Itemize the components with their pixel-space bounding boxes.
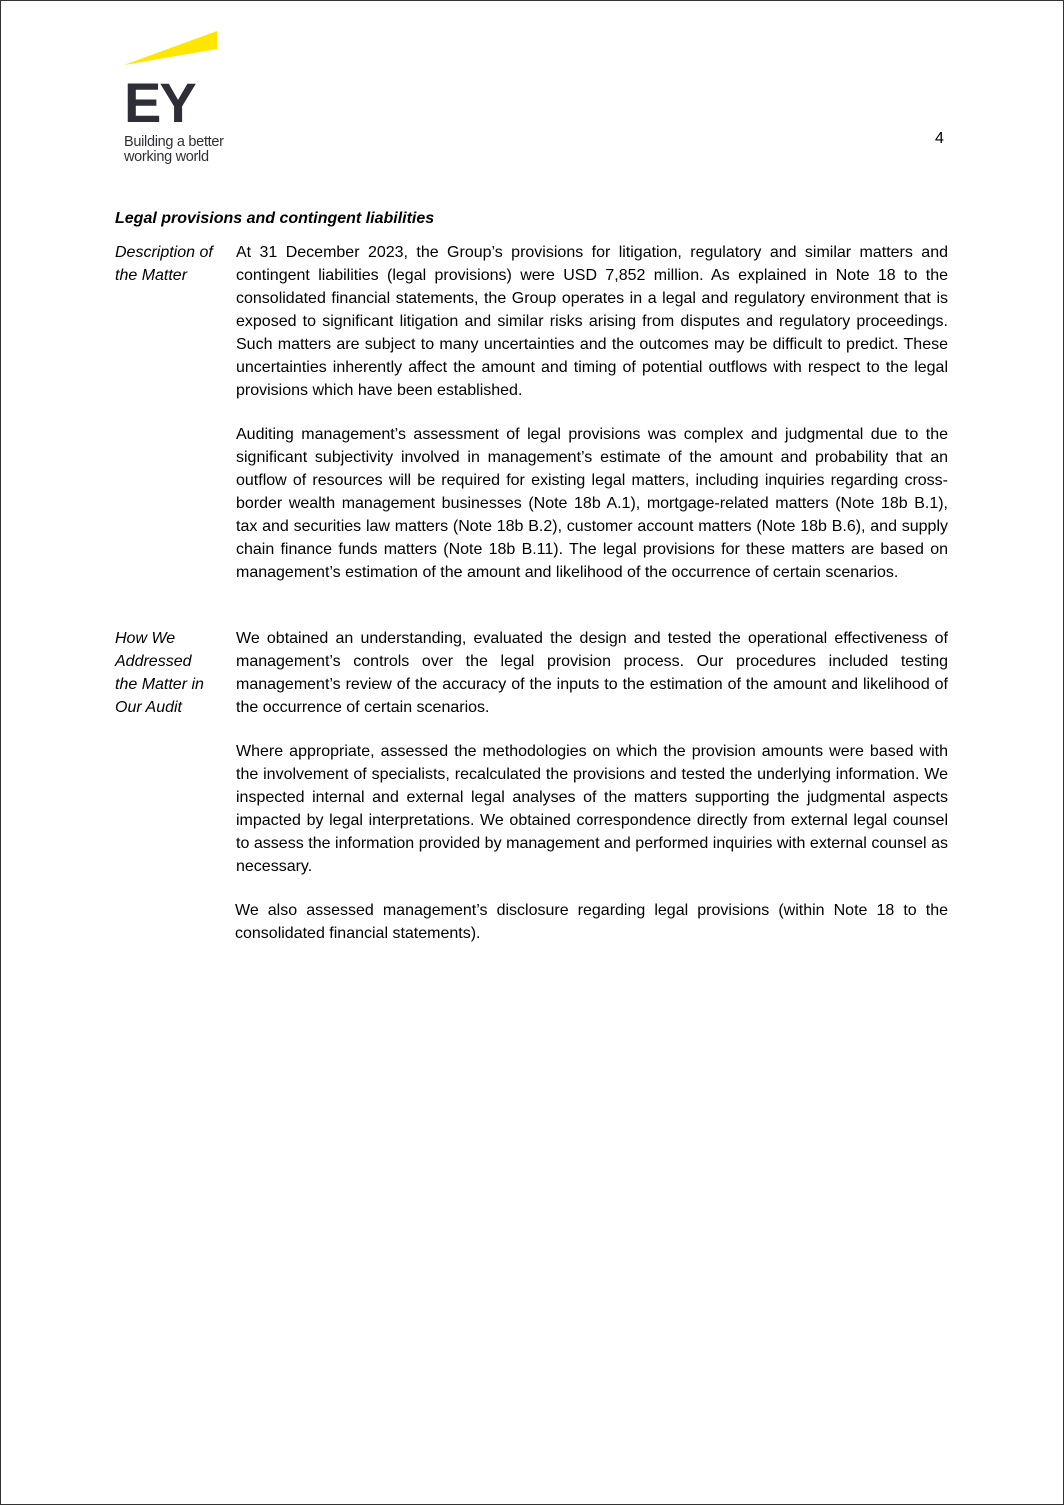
- audit-paragraph: Where appropriate, assessed the methodologies on which the provision amounts were based with the involvement of specialists, recalculated the provisions and tested the underlying information. We inspected internal and external legal analyses of the matters supporting the judgmental aspects impacted by legal interpretations. We obtained correspondence directly from external legal counsel to assess the information provided by management and performed inquiries with external counsel as necessary.: [236, 743, 948, 875]
- ey-beam-icon: [124, 31, 224, 67]
- ey-logo: [124, 31, 254, 171]
- ey-tagline-line1: Building a better: [124, 134, 224, 150]
- ey-tagline-line2: working world: [124, 149, 209, 165]
- page-number: 4: [935, 130, 944, 147]
- label-line: Addressed: [115, 653, 192, 670]
- description-paragraph: At 31 December 2023, the Group’s provisions for litigation, regulatory and similar matters and contingent liabilities (legal provisions) were USD 7,852 million. As explained in Note 18 to the consolidated financial statements, the Group operates in a legal and regulatory environment that is exposed to significant litigation and similar risks arising from disputes and regulatory proceedings. Such matters are subject to many uncertainties and the outcomes may be difficult to predict. These uncertainties inherently affect the amount and timing of potential outflows with respect to the legal provisions which have been established.: [236, 244, 948, 399]
- ey-tagline: [124, 135, 224, 165]
- label-line: Our Audit: [115, 699, 182, 716]
- audit-paragraph: We also assessed management’s disclosure regarding legal provisions (within Note 18 to the consolidated financial statements).: [235, 902, 948, 942]
- ey-wordmark: EY: [124, 71, 195, 134]
- section-title: Legal provisions and contingent liabilities: [115, 210, 435, 227]
- label-line: Description of: [115, 244, 213, 261]
- how-we-addressed-label: [115, 627, 230, 719]
- description-of-matter-label: [115, 241, 230, 287]
- audit-paragraph: We obtained an understanding, evaluated the design and tested the operational effectiveness of management’s controls over the legal provision process. Our procedures included testing management’s review of the accuracy of the inputs to the estimation of the amount and likelihood of the occurrence of certain scenarios.: [236, 630, 948, 716]
- label-line: the Matter: [115, 267, 188, 284]
- label-line: How We: [115, 630, 176, 647]
- description-paragraph: Auditing management’s assessment of legal provisions was complex and judgmental due to the significant subjectivity involved in management’s estimate of the amount and probability that an outflow of resources will be required for existing legal matters, including inquiries regarding cross-border wealth management businesses (Note 18b A.1), mortgage-related matters (Note 18b B.1), tax and securities law matters (Note 18b B.2), customer account matters (Note 18b B.6), and supply chain finance funds matters (Note 18b B.11). The legal provisions for these matters are based on management’s estimation of the amount and likelihood of the occurrence of certain scenarios.: [236, 426, 948, 581]
- label-line: the Matter in: [115, 676, 204, 693]
